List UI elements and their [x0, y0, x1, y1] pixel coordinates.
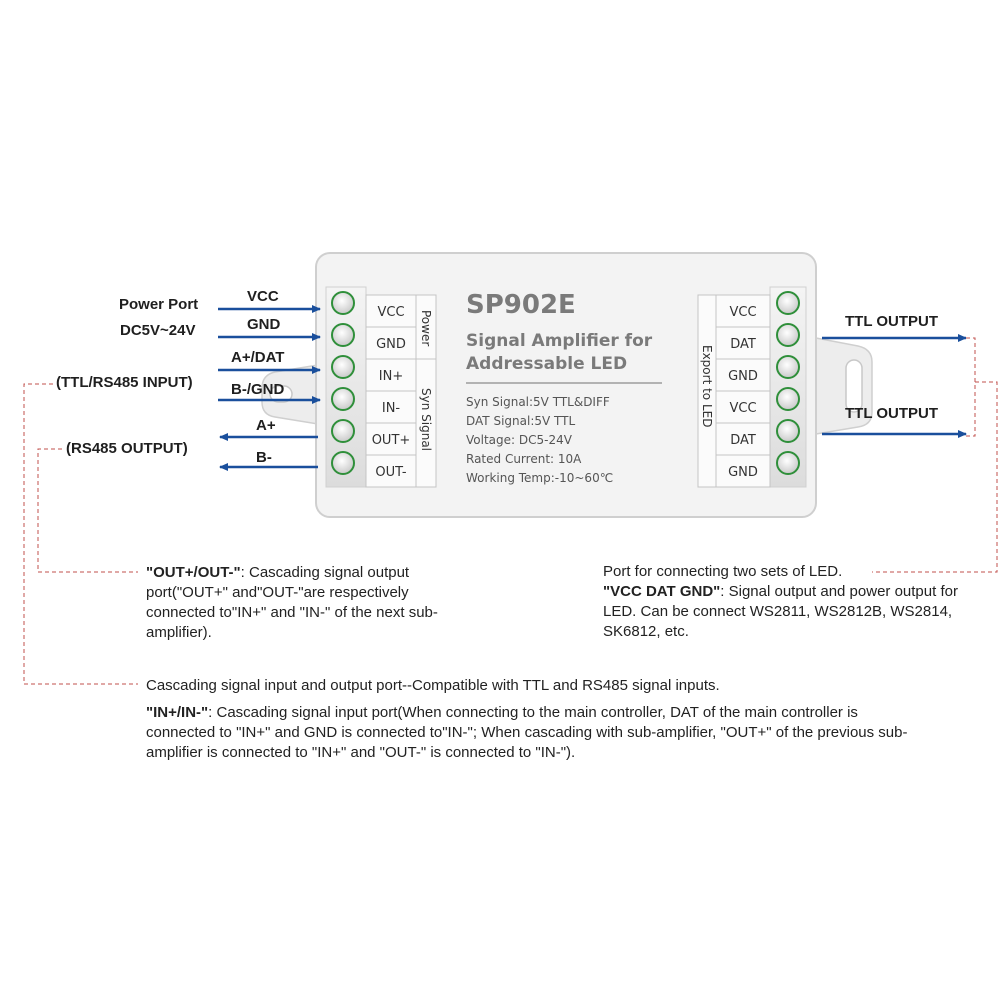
power-port-label: Power Port	[119, 296, 199, 313]
export-line-1: Port for connecting two sets of LED.	[603, 563, 843, 580]
out-port-text: : Cascading signal output port("OUT+" and"OUT-"are respectively connected to"IN+" and "IN-" of the next sub-amplifier).	[146, 564, 438, 641]
left-terminal-out-plus: OUT+	[371, 433, 411, 448]
right-terminal-gnd-1: GND	[728, 369, 758, 384]
screw-dat-out-1	[777, 324, 799, 346]
left-group-syn-label: Syn Signal	[419, 388, 433, 451]
left-group-power-label: Power	[419, 310, 433, 347]
ttl-rs485-input-label: (TTL/RS485 INPUT)	[56, 374, 193, 391]
screw-gnd-out-2	[777, 452, 799, 474]
leader-ttl-bracket	[966, 338, 975, 436]
right-terminal-dat-2: DAT	[730, 433, 756, 448]
right-terminal-vcc-1: VCC	[729, 305, 757, 320]
in-port-description	[146, 703, 916, 763]
right-terminal-gnd-2: GND	[728, 465, 758, 480]
screw-vcc-in	[332, 292, 354, 314]
cascade-description	[146, 676, 926, 696]
subtitle-line-1: Signal Amplifier for	[466, 331, 653, 351]
export-text: : Signal output and power output for LED. Can be connect WS2811, WS2812B, WS2814, SK6812, etc.	[603, 583, 958, 640]
dc-range-label: DC5V~24V	[120, 322, 196, 339]
spec-voltage: Voltage: DC5-24V	[466, 433, 572, 447]
right-terminal-dat-1: DAT	[730, 337, 756, 352]
ttl-output-label-1: TTL OUTPUT	[845, 313, 939, 330]
subtitle-line-2: Addressable LED	[466, 354, 628, 374]
spec-syn-signal: Syn Signal:5V TTL&DIFF	[466, 395, 610, 409]
spec-rated-current: Rated Current: 10A	[466, 452, 582, 466]
gnd-wire-label: GND	[247, 316, 281, 333]
left-terminal-in-minus: IN-	[381, 401, 401, 416]
a-plus-dat-label: A+/DAT	[231, 349, 285, 366]
screw-gnd-in	[332, 324, 354, 346]
in-port-title: "IN+/IN-"	[146, 704, 209, 721]
screw-dat-out-2	[777, 420, 799, 442]
screw-vcc-out-2	[777, 388, 799, 410]
right-group-label: Export to LED	[700, 345, 714, 428]
cascade-line: Cascading signal input and output port--Compatible with TTL and RS485 signal inputs.	[146, 677, 720, 694]
screw-in-minus	[332, 388, 354, 410]
model-title: SP902E	[466, 290, 576, 320]
spec-working-temp: Working Temp:-10~60℃	[466, 471, 614, 485]
left-terminal-gnd: GND	[376, 337, 406, 352]
screw-vcc-out-1	[777, 292, 799, 314]
b-minus-label: B-	[256, 449, 272, 466]
screw-out-plus	[332, 420, 354, 442]
spec-dat-signal: DAT Signal:5V TTL	[466, 414, 576, 428]
vcc-wire-label: VCC	[247, 288, 279, 305]
left-terminal-in-plus: IN+	[378, 369, 404, 384]
in-port-text: : Cascading signal input port(When connecting to the main controller, DAT of the main controller is connected to "IN+" and GND is connected to"IN-"; When cascading with sub-amplifier, "OUT+" of the previous sub-amplifier is connected to "IN+" and "OUT-" is connected to "IN-").	[146, 704, 908, 761]
out-port-title: "OUT+/OUT-"	[146, 564, 241, 581]
right-terminal-vcc-2: VCC	[729, 401, 757, 416]
screw-out-minus	[332, 452, 354, 474]
export-title: "VCC DAT GND"	[603, 583, 721, 600]
leader-ttl-rs485-input	[24, 384, 138, 684]
rs485-output-label: (RS485 OUTPUT)	[66, 440, 188, 457]
screw-gnd-out-1	[777, 356, 799, 378]
screw-in-plus	[332, 356, 354, 378]
a-plus-label: A+	[256, 417, 276, 434]
b-minus-gnd-label: B-/GND	[231, 381, 285, 398]
out-port-description	[146, 563, 451, 643]
left-terminal-vcc: VCC	[377, 305, 405, 320]
ttl-output-label-2: TTL OUTPUT	[845, 405, 939, 422]
leader-rs485-output	[38, 449, 138, 572]
left-terminal-out-minus: OUT-	[375, 465, 407, 480]
export-description	[603, 562, 973, 642]
